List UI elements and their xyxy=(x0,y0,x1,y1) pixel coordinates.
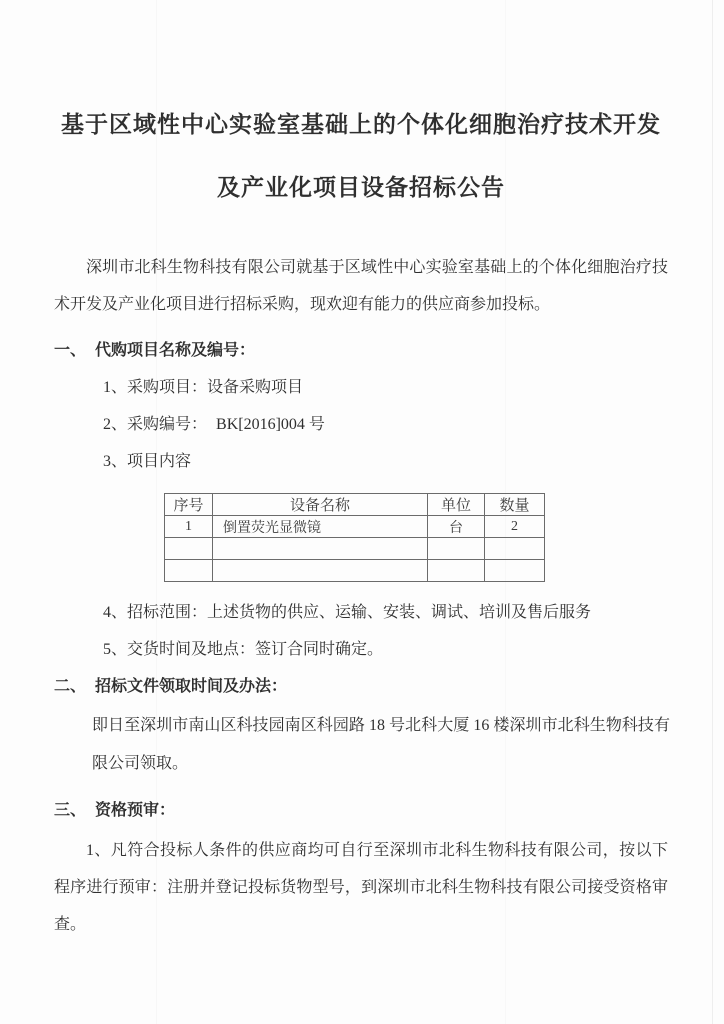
cell-index xyxy=(165,538,213,560)
section-2-heading-text: 招标文件领取时间及办法： xyxy=(95,678,288,695)
cell-equipment-name xyxy=(213,538,428,560)
cell-unit: 台 xyxy=(428,516,485,538)
section-1-number: 一、 xyxy=(54,342,87,359)
intro-paragraph: 深圳市北科生物科技有限公司就基于区域性中心实验室基础上的个体化细胞治疗技术开发及产业化项目进行招标采购，现欢迎有能力的供应商参加投标。 xyxy=(54,259,668,313)
table-header-index: 序号 xyxy=(165,494,213,516)
section-2-paragraph: 即日至深圳市南山区科技园南区科园路 18 号北科大厦 16 楼深圳市北科生物科技有限公司领取。 xyxy=(92,717,670,772)
section-3-heading xyxy=(54,799,668,823)
equipment-table xyxy=(164,493,545,582)
cell-index: 1 xyxy=(165,516,213,538)
section-2-heading xyxy=(54,675,668,699)
section-1-heading xyxy=(54,339,668,363)
item-2-label: 2、采购编号： xyxy=(103,416,208,433)
document-title-line-1: 基于区域性中心实验室基础上的个体化细胞治疗技术开发 xyxy=(61,112,661,137)
section-1-item-1: 1、采购项目：设备采购项目 xyxy=(103,379,304,396)
section-1-item-4: 4、招标范围：上述货物的供应、运输、安装、调试、培训及售后服务 xyxy=(103,604,592,621)
table-row xyxy=(165,516,545,538)
cell-index xyxy=(165,560,213,582)
table-header-unit: 单位 xyxy=(428,494,485,516)
cell-equipment-name xyxy=(213,560,428,582)
table-header-qty: 数量 xyxy=(485,494,545,516)
table-row xyxy=(165,560,545,582)
section-3-paragraph: 1、凡符合投标人条件的供应商均可自行至深圳市北科生物科技有限公司，按以下程序进行预审：注册并登记投标货物型号，到深圳市北科生物科技有限公司接受资格审查。 xyxy=(54,842,668,933)
cell-qty xyxy=(485,538,545,560)
section-3-heading-text: 资格预审： xyxy=(95,802,176,819)
cell-qty xyxy=(485,560,545,582)
procurement-number-value: BK[2016]004 号 xyxy=(216,416,325,433)
section-2-number: 二、 xyxy=(54,678,87,695)
section-1-heading-text: 代购项目名称及编号： xyxy=(95,342,256,359)
section-3-number: 三、 xyxy=(54,802,87,819)
section-1-item-2 xyxy=(103,406,668,443)
cell-unit xyxy=(428,560,485,582)
document-content xyxy=(0,110,724,943)
cell-unit xyxy=(428,538,485,560)
document-title-line-2: 及产业化项目设备招标公告 xyxy=(217,175,505,200)
section-1-item-5: 5、交货时间及地点：签订合同时确定。 xyxy=(103,641,384,658)
section-1-item-3: 3、项目内容 xyxy=(103,453,192,470)
cell-equipment-name: 倒置荧光显微镜 xyxy=(213,516,428,538)
table-header-name: 设备名称 xyxy=(213,494,428,516)
cell-qty: 2 xyxy=(485,516,545,538)
table-row xyxy=(165,538,545,560)
table-header-row xyxy=(165,494,545,516)
